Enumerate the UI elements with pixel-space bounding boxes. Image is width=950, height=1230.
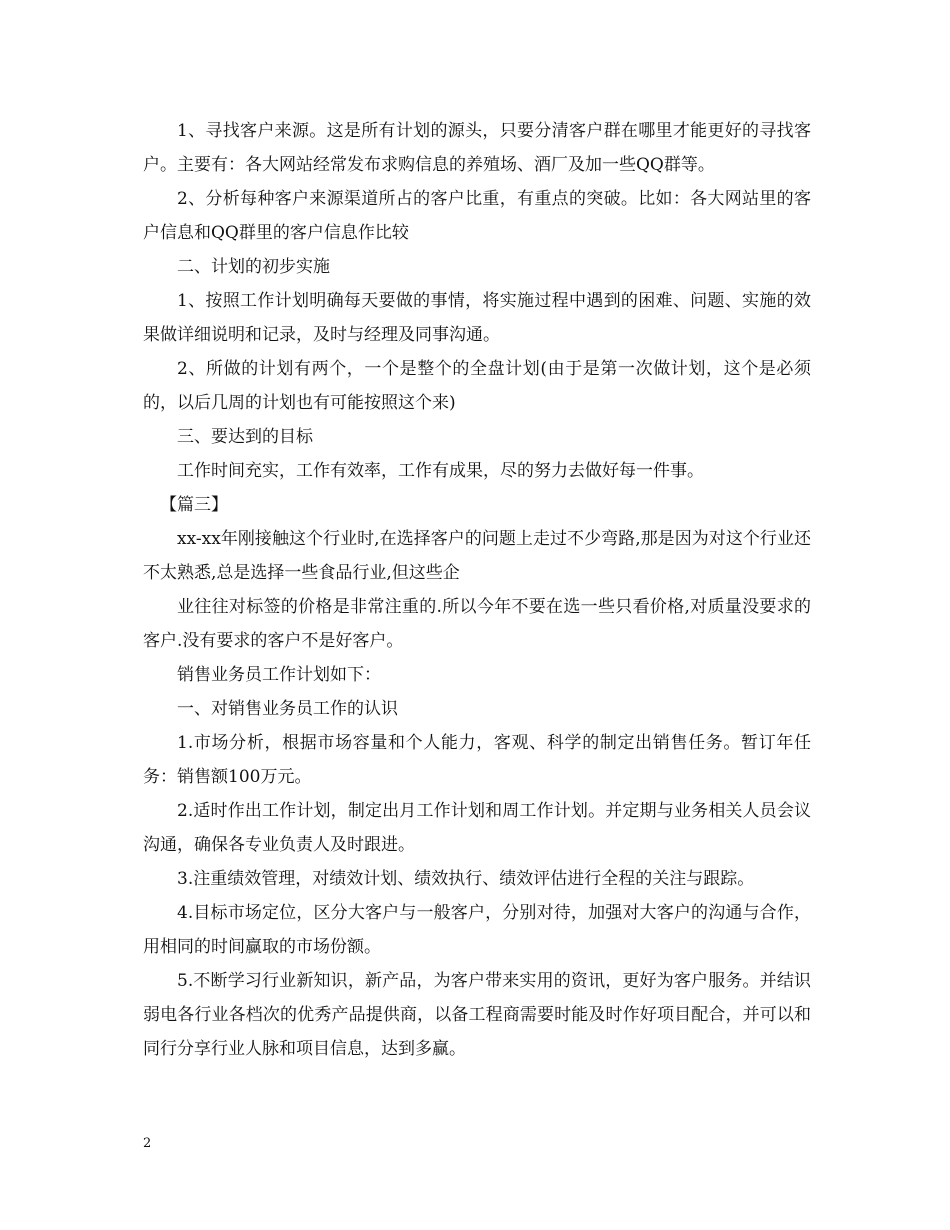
paragraph-customer-selection: 业往往对标签的价格是非常注重的.所以今年不要在选一些只看价格,对质量没要求的客户.没有要求的客户不是好客户。	[143, 597, 811, 651]
paragraph-performance-management: 3.注重绩效管理，对绩效计划、绩效执行、绩效评估进行全程的关注与跟踪。	[177, 869, 755, 889]
paragraph-work-goals: 工作时间充实，工作有效率，工作有成果，尽的努力去做好每一件事。	[177, 461, 704, 481]
paragraph-two-plans: 2、所做的计划有两个，一个是整个的全盘计划(由于是第一次做计划，这个是必须的，以后几周的计划也有可能按照这个来)	[143, 359, 811, 413]
paragraph-continuous-learning: 5.不断学习行业新知识，新产品，为客户带来实用的资讯，更好为客户服务。并结识弱电各行业各档次的优秀产品提供商，以备工程商需要时能及时作好项目配合，并可以和同行分享行业人脉和项目信息，达到多赢。	[143, 971, 811, 1059]
document-body	[143, 114, 811, 1066]
page-number: 2	[143, 1136, 152, 1151]
section-heading-goals: 三、要达到的目标	[177, 427, 313, 447]
paragraph-find-customer-sources: 1、寻找客户来源。这是所有计划的源头，只要分清客户群在哪里才能更好的寻找客户。主要有：各大网站经常发布求购信息的养殖场、酒厂及加一些QQ群等。	[143, 121, 811, 175]
section-heading-initial-implementation: 二、计划的初步实施	[177, 257, 330, 277]
section-heading-sales-understanding: 一、对销售业务员工作的认识	[177, 699, 398, 719]
section-heading-part-three: 【篇三】	[160, 495, 228, 515]
paragraph-sales-plan-intro: 销售业务员工作计划如下：	[177, 665, 381, 685]
paragraph-analyze-customer-channels: 2、分析每种客户来源渠道所占的客户比重，有重点的突破。比如：各大网站里的客户信息和QQ群里的客户信息作比较	[143, 189, 811, 243]
paragraph-market-positioning: 4.目标市场定位，区分大客户与一般客户，分别对待，加强对大客户的沟通与合作，用相同的时间赢取的市场份额。	[143, 903, 811, 957]
paragraph-market-analysis: 1.市场分析，根据市场容量和个人能力，客观、科学的制定出销售任务。暂订年任务：销售额100万元。	[143, 733, 811, 787]
paragraph-industry-experience: xx-xx年刚接触这个行业时,在选择客户的问题上走过不少弯路,那是因为对这个行业还不太熟悉,总是选择一些食品行业,但这些企	[143, 529, 811, 583]
paragraph-work-planning: 2.适时作出工作计划，制定出月工作计划和周工作计划。并定期与业务相关人员会议沟通，确保各专业负责人及时跟进。	[143, 801, 811, 855]
paragraph-daily-tasks: 1、按照工作计划明确每天要做的事情，将实施过程中遇到的困难、问题、实施的效果做详细说明和记录，及时与经理及同事沟通。	[143, 291, 811, 345]
